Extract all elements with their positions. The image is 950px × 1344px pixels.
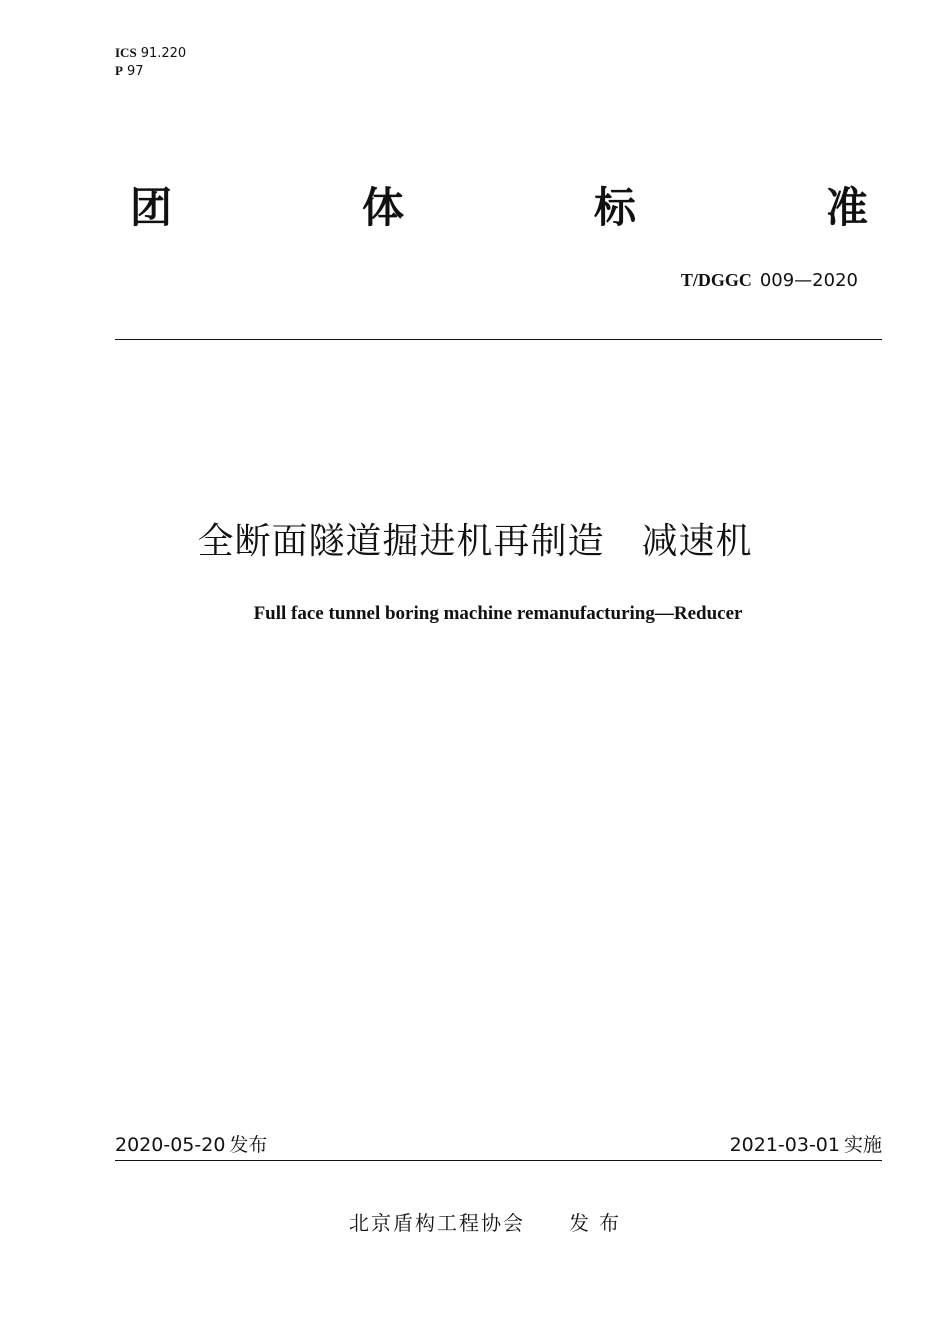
ccs-code-line — [115, 62, 186, 80]
ics-code-line — [115, 44, 186, 62]
standard-type-char: 团 — [130, 183, 173, 232]
standard-type-char: 体 — [361, 183, 404, 232]
issue-date-block — [115, 1130, 267, 1157]
publisher-organization: 北京盾构工程协会 — [349, 1211, 525, 1235]
ics-label: ICS — [115, 45, 137, 60]
standard-number — [681, 270, 858, 291]
standard-number-prefix: T/DGGC — [680, 270, 752, 290]
standard-type-char: 准 — [825, 183, 868, 232]
ccs-label: P — [115, 63, 123, 78]
publisher-line — [349, 1207, 629, 1236]
ics-code: 91.220 — [140, 46, 187, 61]
title-chinese: 全断面隧道掘进机再制造 减速机 — [197, 521, 753, 562]
standard-number-value: 009—2020 — [759, 270, 858, 291]
classification-codes — [115, 44, 186, 80]
issue-label: 发布 — [229, 1134, 268, 1156]
implement-date: 2021-03-01 — [729, 1134, 840, 1156]
bottom-divider — [115, 1160, 882, 1161]
ccs-code: 97 — [126, 64, 144, 79]
publisher-suffix: 发布 — [569, 1211, 629, 1235]
top-divider — [115, 339, 882, 340]
implement-label: 实施 — [843, 1134, 882, 1156]
issue-date: 2020-05-20 — [115, 1134, 226, 1156]
standard-type-heading — [130, 182, 868, 234]
standard-type-char: 标 — [593, 183, 636, 232]
title-english: Full face tunnel boring machine remanufacturing—Reducer — [253, 603, 743, 624]
implement-date-block — [730, 1130, 882, 1157]
